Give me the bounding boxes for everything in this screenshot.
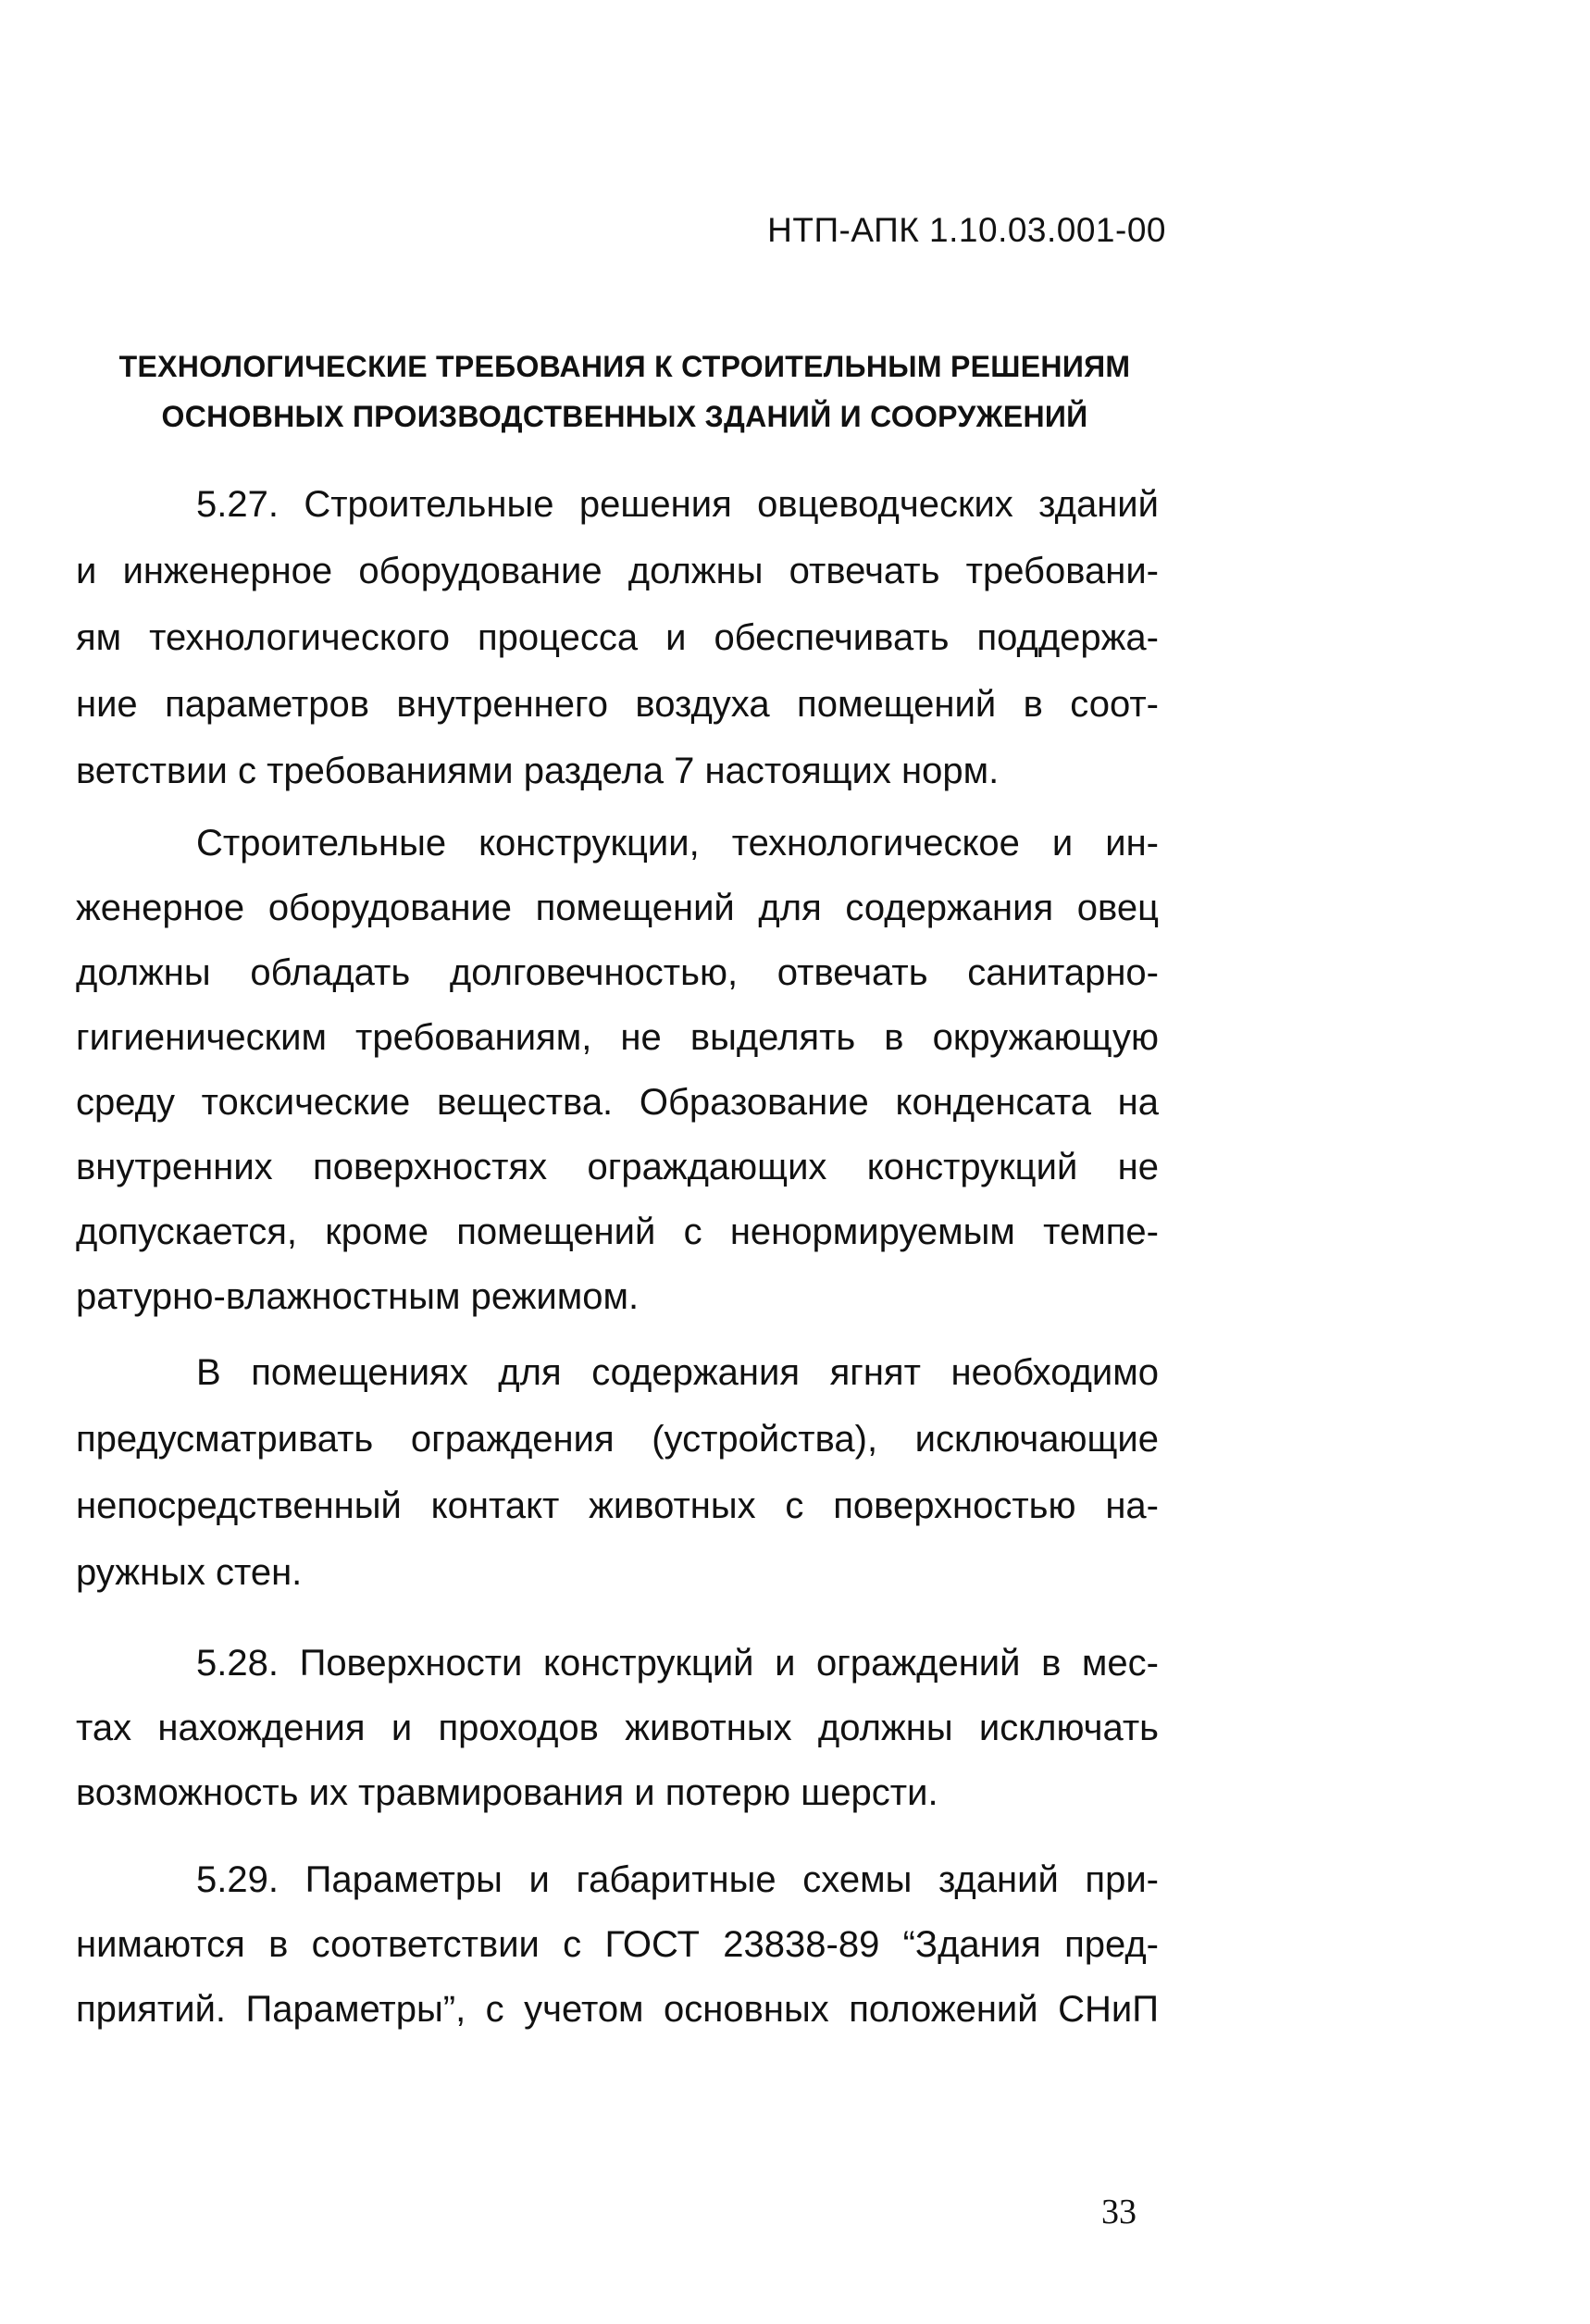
text-line: ние параметров внутреннего воздуха помещений в соот- — [76, 684, 1159, 725]
section-heading-line-2: ОСНОВНЫХ ПРОИЗВОДСТВЕННЫХ ЗДАНИЙ И СООРУЖЕНИЙ — [161, 400, 1088, 433]
text-line: тах нахождения и проходов животных должны исключать — [76, 1708, 1159, 1748]
text-line: В помещениях для содержания ягнят необходимо — [196, 1352, 1159, 1393]
text-line: непосредственный контакт животных с поверхностью на- — [76, 1485, 1159, 1526]
text-line: допускается, кроме помещений с ненормируемым темпе- — [76, 1212, 1159, 1252]
text-line: 5.29. Параметры и габаритные схемы зданий при- — [196, 1859, 1159, 1900]
page-number: 33 — [1101, 2193, 1137, 2231]
text-line: ям технологического процесса и обеспечивать поддержа- — [76, 617, 1159, 658]
text-line: возможность их травмирования и потерю шерсти. — [76, 1772, 938, 1813]
text-line: женерное оборудование помещений для содержания овец — [76, 888, 1159, 928]
text-line: гигиеническим требованиям, не выделять в окружающую — [76, 1017, 1159, 1058]
text-line: ветствии с требованиями раздела 7 настоящих норм. — [76, 751, 1000, 791]
text-line: ратурно-влажностным режимом. — [76, 1276, 640, 1317]
text-line: 5.28. Поверхности конструкций и ограждений в мес- — [196, 1643, 1159, 1684]
text-line: ружных стен. — [76, 1552, 303, 1593]
text-line: и инженерное оборудование должны отвечать требовани- — [76, 551, 1159, 591]
text-line: Строительные конструкции, технологическое и ин- — [196, 823, 1159, 864]
text-line: 5.27. Строительные решения овцеводческих зданий — [196, 484, 1159, 525]
section-heading-line-1: ТЕХНОЛОГИЧЕСКИЕ ТРЕБОВАНИЯ К СТРОИТЕЛЬНЫМ РЕШЕНИЯМ — [118, 350, 1131, 383]
text-line: приятий. Параметры”, с учетом основных положений СНиП — [76, 1989, 1159, 2030]
text-line: должны обладать долговечностью, отвечать санитарно- — [76, 952, 1159, 993]
text-line: среду токсические вещества. Образование конденсата на — [76, 1082, 1159, 1123]
text-line: внутренних поверхностях ограждающих конструкций не — [76, 1147, 1159, 1187]
document-code: НТП-АПК 1.10.03.001-00 — [767, 211, 1166, 249]
text-line: нимаются в соответствии с ГОСТ 23838-89 “Здания пред- — [76, 1924, 1159, 1965]
text-line: предусматривать ограждения (устройства), исключающие — [76, 1419, 1159, 1460]
